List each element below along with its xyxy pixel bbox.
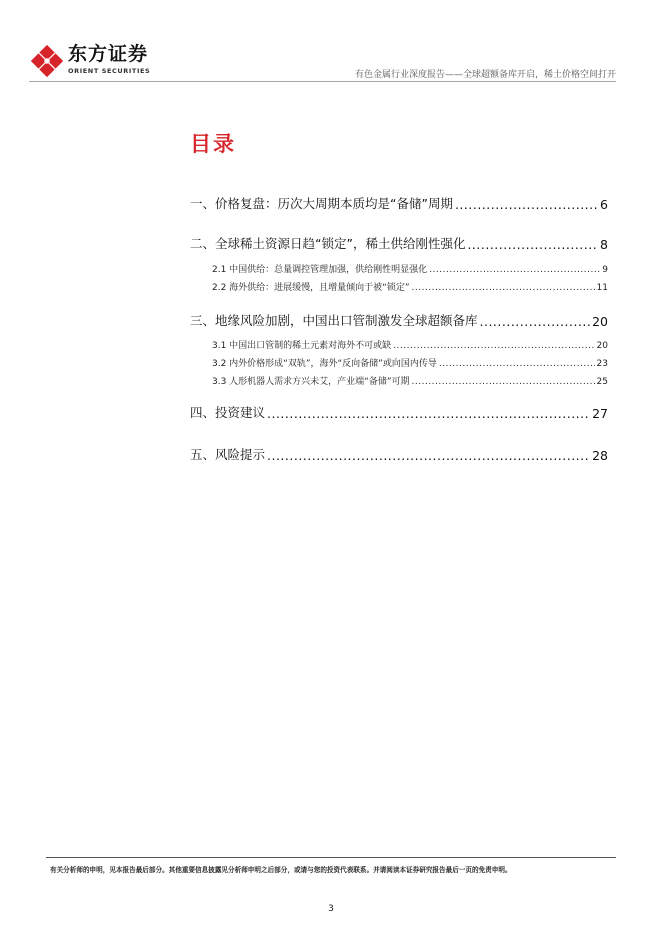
toc-entry-label: 3.2 内外价格形成“双轨”，海外“反向备储”或向国内传导 bbox=[212, 359, 437, 369]
toc-entry-page: 20 bbox=[596, 341, 608, 351]
footer-divider bbox=[46, 857, 616, 858]
toc-leader bbox=[412, 377, 595, 387]
toc-leader bbox=[267, 448, 590, 463]
toc-entry-label: 三、地缘风险加剧，中国出口管制激发全球超额备库 bbox=[190, 313, 478, 328]
footer-disclaimer: 有关分析师的申明，见本报告最后部分。其他重要信息披露见分析师申明之后部分，或请与您的投资代表联系。并请阅读本证券研究报告最后一页的免责申明。 bbox=[50, 866, 512, 874]
orient-securities-logo-icon bbox=[30, 44, 64, 78]
toc-leader bbox=[455, 197, 598, 212]
brand-name-cn: 东方证券 bbox=[68, 43, 149, 65]
toc-entry-2[interactable] bbox=[190, 234, 608, 252]
toc-entry-label: 一、价格复盘：历次大周期本质均是“备储”周期 bbox=[190, 196, 453, 211]
toc-entry-3[interactable] bbox=[190, 311, 608, 329]
toc-entry-label: 2.1 中国供给：总量调控管理加强，供给刚性明显强化 bbox=[212, 265, 428, 275]
toc-leader bbox=[439, 359, 595, 369]
toc-title: 目录 bbox=[190, 132, 236, 156]
toc-leader bbox=[412, 283, 595, 293]
toc-entry-label: 五、风险提示 bbox=[190, 447, 266, 462]
toc-entry-label: 3.1 中国出口管制的稀土元素对海外不可或缺 bbox=[212, 341, 392, 351]
toc-entry-4[interactable] bbox=[190, 403, 608, 421]
toc-entry-label: 二、全球稀土资源日趋“锁定”，稀土供给刚性强化 bbox=[190, 236, 466, 251]
toc-entry-page: 28 bbox=[592, 448, 608, 463]
toc-leader bbox=[393, 341, 594, 351]
toc-leader bbox=[429, 265, 600, 275]
toc-leader bbox=[480, 314, 591, 329]
toc-entry-5[interactable] bbox=[190, 445, 608, 463]
toc-entry-2-2[interactable] bbox=[190, 280, 608, 293]
toc-entry-page: 27 bbox=[592, 406, 608, 421]
toc-entry-page: 25 bbox=[596, 377, 608, 387]
toc-leader bbox=[467, 237, 598, 252]
table-of-contents bbox=[190, 0, 608, 936]
toc-entry-label: 2.2 海外供给：进展缓慢，且增量倾向于被“锁定” bbox=[212, 283, 410, 293]
toc-entry-3-3[interactable] bbox=[190, 374, 608, 387]
page-number: 3 bbox=[328, 904, 334, 914]
toc-entry-page: 9 bbox=[602, 265, 608, 275]
toc-entry-page: 23 bbox=[596, 359, 608, 369]
report-header-title: 有色金属行业深度报告——全球超额备库开启，稀土价格空间打开 bbox=[354, 70, 616, 80]
brand-name-en: ORIENT SECURITIES bbox=[68, 67, 151, 75]
toc-entry-page: 6 bbox=[600, 197, 608, 212]
toc-entry-3-1[interactable] bbox=[190, 338, 608, 351]
toc-entry-page: 11 bbox=[596, 283, 608, 293]
toc-entry-2-1[interactable] bbox=[190, 262, 608, 275]
toc-entry-3-2[interactable] bbox=[190, 356, 608, 369]
toc-leader bbox=[267, 406, 590, 421]
toc-entry-page: 8 bbox=[600, 237, 608, 252]
toc-entry-label: 四、投资建议 bbox=[190, 405, 266, 420]
toc-entry-label: 3.3 人形机器人需求方兴未艾，产业端“备储”可期 bbox=[212, 377, 410, 387]
toc-entry-page: 20 bbox=[592, 314, 608, 329]
toc-entry-1[interactable] bbox=[190, 194, 608, 212]
